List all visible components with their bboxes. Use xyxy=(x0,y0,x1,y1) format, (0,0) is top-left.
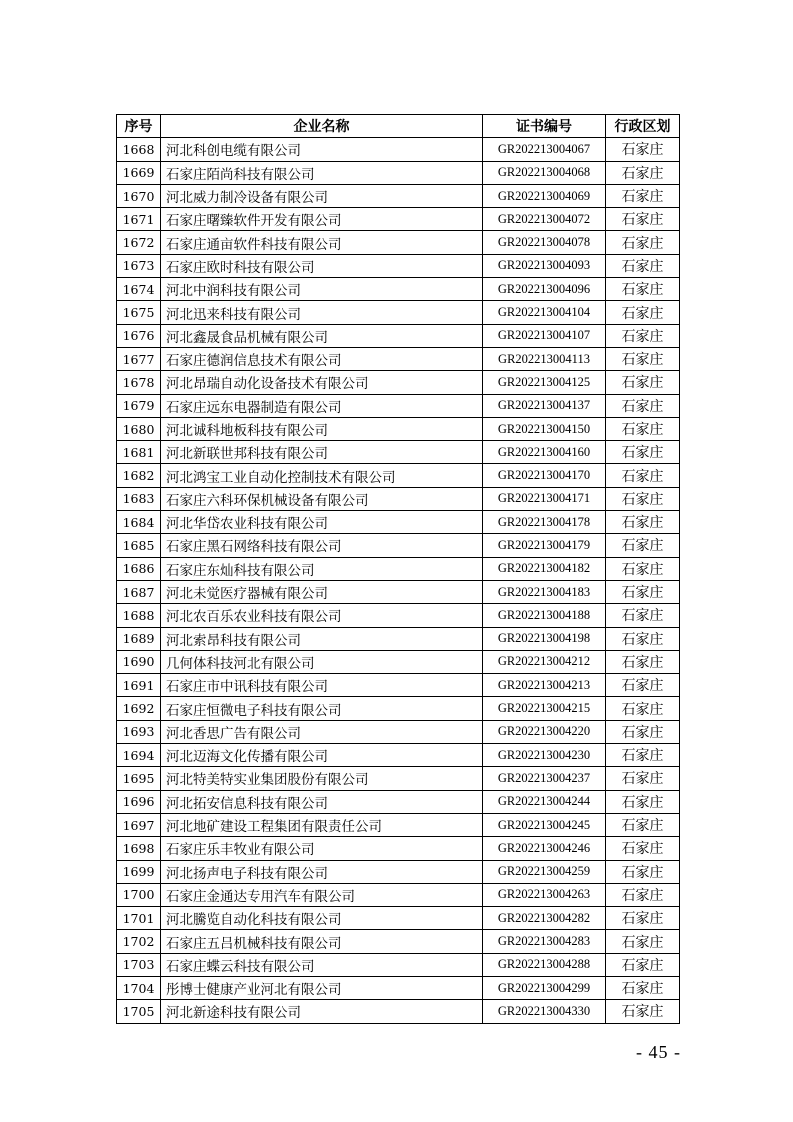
certificate-number-cell: GR202213004244 xyxy=(483,790,606,813)
table-row xyxy=(117,138,680,161)
serial-number-cell: 1695 xyxy=(117,767,161,790)
serial-number-cell: 1693 xyxy=(117,720,161,743)
administrative-region-cell: 石家庄 xyxy=(606,907,680,930)
table-row xyxy=(117,441,680,464)
administrative-region-cell: 石家庄 xyxy=(606,208,680,231)
administrative-region-cell: 石家庄 xyxy=(606,347,680,370)
table-row xyxy=(117,860,680,883)
serial-number-cell: 1678 xyxy=(117,371,161,394)
certificate-number-cell: GR202213004125 xyxy=(483,371,606,394)
administrative-region-cell: 石家庄 xyxy=(606,1000,680,1023)
table-row xyxy=(117,650,680,673)
certificate-number-cell: GR202213004259 xyxy=(483,860,606,883)
serial-number-cell: 1697 xyxy=(117,813,161,836)
table-row xyxy=(117,371,680,394)
enterprise-name-cell: 河北中润科技有限公司 xyxy=(161,278,483,301)
administrative-region-cell: 石家庄 xyxy=(606,604,680,627)
serial-number-cell: 1699 xyxy=(117,860,161,883)
header-enterprise-name: 企业名称 xyxy=(161,115,483,138)
certificate-number-cell: GR202213004212 xyxy=(483,650,606,673)
serial-number-cell: 1685 xyxy=(117,534,161,557)
header-administrative-region: 行政区划 xyxy=(606,115,680,138)
administrative-region-cell: 石家庄 xyxy=(606,184,680,207)
certificate-number-cell: GR202213004068 xyxy=(483,161,606,184)
administrative-region-cell: 石家庄 xyxy=(606,953,680,976)
enterprise-name-cell: 石家庄曙臻软件开发有限公司 xyxy=(161,208,483,231)
serial-number-cell: 1705 xyxy=(117,1000,161,1023)
administrative-region-cell: 石家庄 xyxy=(606,301,680,324)
certificate-number-cell: GR202213004263 xyxy=(483,883,606,906)
certificate-number-cell: GR202213004104 xyxy=(483,301,606,324)
serial-number-cell: 1673 xyxy=(117,254,161,277)
enterprise-name-cell: 河北新途科技有限公司 xyxy=(161,1000,483,1023)
table-body xyxy=(117,138,680,1023)
table-row xyxy=(117,930,680,953)
table-row xyxy=(117,674,680,697)
enterprise-name-cell: 河北新联世邦科技有限公司 xyxy=(161,441,483,464)
enterprise-name-cell: 石家庄欧时科技有限公司 xyxy=(161,254,483,277)
administrative-region-cell: 石家庄 xyxy=(606,441,680,464)
administrative-region-cell: 石家庄 xyxy=(606,813,680,836)
certificate-number-cell: GR202213004246 xyxy=(483,837,606,860)
enterprise-name-cell: 河北騰览自动化科技有限公司 xyxy=(161,907,483,930)
administrative-region-cell: 石家庄 xyxy=(606,371,680,394)
table-row xyxy=(117,511,680,534)
serial-number-cell: 1691 xyxy=(117,674,161,697)
enterprise-name-cell: 河北拓安信息科技有限公司 xyxy=(161,790,483,813)
serial-number-cell: 1701 xyxy=(117,907,161,930)
table-row xyxy=(117,883,680,906)
serial-number-cell: 1676 xyxy=(117,324,161,347)
certificate-number-cell: GR202213004299 xyxy=(483,976,606,999)
certificate-number-cell: GR202213004178 xyxy=(483,511,606,534)
administrative-region-cell: 石家庄 xyxy=(606,976,680,999)
table-row xyxy=(117,161,680,184)
enterprise-name-cell: 石家庄蝶云科技有限公司 xyxy=(161,953,483,976)
administrative-region-cell: 石家庄 xyxy=(606,278,680,301)
table-row xyxy=(117,907,680,930)
administrative-region-cell: 石家庄 xyxy=(606,394,680,417)
certificate-number-cell: GR202213004137 xyxy=(483,394,606,417)
enterprise-name-cell: 彤博士健康产业河北有限公司 xyxy=(161,976,483,999)
enterprise-name-cell: 河北农百乐农业科技有限公司 xyxy=(161,604,483,627)
administrative-region-cell: 石家庄 xyxy=(606,650,680,673)
table-row xyxy=(117,301,680,324)
serial-number-cell: 1681 xyxy=(117,441,161,464)
enterprise-name-cell: 石家庄恒微电子科技有限公司 xyxy=(161,697,483,720)
serial-number-cell: 1702 xyxy=(117,930,161,953)
enterprise-name-cell: 河北迈海文化传播有限公司 xyxy=(161,744,483,767)
table-row xyxy=(117,417,680,440)
enterprise-name-cell: 河北扬声电子科技有限公司 xyxy=(161,860,483,883)
administrative-region-cell: 石家庄 xyxy=(606,138,680,161)
administrative-region-cell: 石家庄 xyxy=(606,697,680,720)
table-row xyxy=(117,627,680,650)
table-row xyxy=(117,231,680,254)
table-row xyxy=(117,1000,680,1023)
serial-number-cell: 1679 xyxy=(117,394,161,417)
enterprise-name-cell: 河北地矿建设工程集团有限责任公司 xyxy=(161,813,483,836)
table-header-row xyxy=(117,115,680,138)
certificate-number-cell: GR202213004237 xyxy=(483,767,606,790)
administrative-region-cell: 石家庄 xyxy=(606,767,680,790)
administrative-region-cell: 石家庄 xyxy=(606,744,680,767)
serial-number-cell: 1690 xyxy=(117,650,161,673)
certificate-number-cell: GR202213004198 xyxy=(483,627,606,650)
administrative-region-cell: 石家庄 xyxy=(606,161,680,184)
table-row xyxy=(117,976,680,999)
table-row xyxy=(117,324,680,347)
serial-number-cell: 1683 xyxy=(117,487,161,510)
serial-number-cell: 1704 xyxy=(117,976,161,999)
table-row xyxy=(117,464,680,487)
certificate-number-cell: GR202213004188 xyxy=(483,604,606,627)
certificate-number-cell: GR202213004330 xyxy=(483,1000,606,1023)
serial-number-cell: 1669 xyxy=(117,161,161,184)
serial-number-cell: 1684 xyxy=(117,511,161,534)
table-row xyxy=(117,697,680,720)
table-row xyxy=(117,184,680,207)
administrative-region-cell: 石家庄 xyxy=(606,627,680,650)
table-row xyxy=(117,394,680,417)
enterprise-name-cell: 河北诚科地板科技有限公司 xyxy=(161,417,483,440)
serial-number-cell: 1670 xyxy=(117,184,161,207)
table-row xyxy=(117,278,680,301)
administrative-region-cell: 石家庄 xyxy=(606,557,680,580)
administrative-region-cell: 石家庄 xyxy=(606,883,680,906)
certificate-number-cell: GR202213004215 xyxy=(483,697,606,720)
enterprise-name-cell: 河北华岱农业科技有限公司 xyxy=(161,511,483,534)
table-row xyxy=(117,254,680,277)
enterprise-name-cell: 石家庄五吕机械科技有限公司 xyxy=(161,930,483,953)
serial-number-cell: 1688 xyxy=(117,604,161,627)
administrative-region-cell: 石家庄 xyxy=(606,580,680,603)
certificate-number-cell: GR202213004230 xyxy=(483,744,606,767)
serial-number-cell: 1672 xyxy=(117,231,161,254)
serial-number-cell: 1698 xyxy=(117,837,161,860)
serial-number-cell: 1689 xyxy=(117,627,161,650)
serial-number-cell: 1668 xyxy=(117,138,161,161)
table-row xyxy=(117,953,680,976)
certificate-number-cell: GR202213004096 xyxy=(483,278,606,301)
certificate-number-cell: GR202213004182 xyxy=(483,557,606,580)
certificate-number-cell: GR202213004078 xyxy=(483,231,606,254)
serial-number-cell: 1696 xyxy=(117,790,161,813)
table-row xyxy=(117,580,680,603)
certificate-number-cell: GR202213004283 xyxy=(483,930,606,953)
enterprise-table xyxy=(116,114,680,1024)
serial-number-cell: 1703 xyxy=(117,953,161,976)
enterprise-name-cell: 石家庄通亩软件科技有限公司 xyxy=(161,231,483,254)
administrative-region-cell: 石家庄 xyxy=(606,674,680,697)
certificate-number-cell: GR202213004150 xyxy=(483,417,606,440)
serial-number-cell: 1686 xyxy=(117,557,161,580)
administrative-region-cell: 石家庄 xyxy=(606,231,680,254)
enterprise-name-cell: 河北香思广告有限公司 xyxy=(161,720,483,743)
serial-number-cell: 1692 xyxy=(117,697,161,720)
enterprise-name-cell: 石家庄乐丰牧业有限公司 xyxy=(161,837,483,860)
enterprise-name-cell: 石家庄东灿科技有限公司 xyxy=(161,557,483,580)
enterprise-name-cell: 河北鸿宝工业自动化控制技术有限公司 xyxy=(161,464,483,487)
certificate-number-cell: GR202213004179 xyxy=(483,534,606,557)
administrative-region-cell: 石家庄 xyxy=(606,464,680,487)
enterprise-name-cell: 河北特美特实业集团股份有限公司 xyxy=(161,767,483,790)
enterprise-name-cell: 石家庄市中讯科技有限公司 xyxy=(161,674,483,697)
serial-number-cell: 1674 xyxy=(117,278,161,301)
administrative-region-cell: 石家庄 xyxy=(606,254,680,277)
enterprise-name-cell: 河北威力制冷设备有限公司 xyxy=(161,184,483,207)
table-row xyxy=(117,487,680,510)
serial-number-cell: 1694 xyxy=(117,744,161,767)
administrative-region-cell: 石家庄 xyxy=(606,720,680,743)
certificate-number-cell: GR202213004072 xyxy=(483,208,606,231)
enterprise-name-cell: 河北索昂科技有限公司 xyxy=(161,627,483,650)
administrative-region-cell: 石家庄 xyxy=(606,534,680,557)
enterprise-name-cell: 几何体科技河北有限公司 xyxy=(161,650,483,673)
enterprise-name-cell: 河北未觉医疗器械有限公司 xyxy=(161,580,483,603)
header-certificate-number: 证书编号 xyxy=(483,115,606,138)
table-row xyxy=(117,557,680,580)
serial-number-cell: 1680 xyxy=(117,417,161,440)
administrative-region-cell: 石家庄 xyxy=(606,511,680,534)
certificate-number-cell: GR202213004069 xyxy=(483,184,606,207)
certificate-number-cell: GR202213004113 xyxy=(483,347,606,370)
table-row xyxy=(117,767,680,790)
certificate-number-cell: GR202213004171 xyxy=(483,487,606,510)
administrative-region-cell: 石家庄 xyxy=(606,860,680,883)
enterprise-name-cell: 河北鑫晟食品机械有限公司 xyxy=(161,324,483,347)
enterprise-name-cell: 河北科创电缆有限公司 xyxy=(161,138,483,161)
certificate-number-cell: GR202213004288 xyxy=(483,953,606,976)
table-row xyxy=(117,534,680,557)
administrative-region-cell: 石家庄 xyxy=(606,930,680,953)
page-number: - 45 - xyxy=(636,1042,681,1062)
certificate-number-cell: GR202213004213 xyxy=(483,674,606,697)
table-row xyxy=(117,744,680,767)
administrative-region-cell: 石家庄 xyxy=(606,324,680,347)
table-row xyxy=(117,790,680,813)
certificate-number-cell: GR202213004220 xyxy=(483,720,606,743)
table-row xyxy=(117,720,680,743)
certificate-number-cell: GR202213004160 xyxy=(483,441,606,464)
certificate-number-cell: GR202213004170 xyxy=(483,464,606,487)
enterprise-name-cell: 河北迅来科技有限公司 xyxy=(161,301,483,324)
serial-number-cell: 1682 xyxy=(117,464,161,487)
table-row xyxy=(117,347,680,370)
certificate-number-cell: GR202213004282 xyxy=(483,907,606,930)
certificate-number-cell: GR202213004093 xyxy=(483,254,606,277)
serial-number-cell: 1671 xyxy=(117,208,161,231)
administrative-region-cell: 石家庄 xyxy=(606,790,680,813)
table-row xyxy=(117,604,680,627)
administrative-region-cell: 石家庄 xyxy=(606,417,680,440)
table-row xyxy=(117,813,680,836)
serial-number-cell: 1675 xyxy=(117,301,161,324)
administrative-region-cell: 石家庄 xyxy=(606,837,680,860)
certificate-number-cell: GR202213004067 xyxy=(483,138,606,161)
enterprise-name-cell: 河北昂瑞自动化设备技术有限公司 xyxy=(161,371,483,394)
enterprise-name-cell: 石家庄远东电器制造有限公司 xyxy=(161,394,483,417)
table-row xyxy=(117,208,680,231)
certificate-number-cell: GR202213004107 xyxy=(483,324,606,347)
enterprise-name-cell: 石家庄六科环保机械设备有限公司 xyxy=(161,487,483,510)
certificate-number-cell: GR202213004183 xyxy=(483,580,606,603)
enterprise-name-cell: 石家庄黑石网络科技有限公司 xyxy=(161,534,483,557)
serial-number-cell: 1700 xyxy=(117,883,161,906)
administrative-region-cell: 石家庄 xyxy=(606,487,680,510)
serial-number-cell: 1677 xyxy=(117,347,161,370)
enterprise-name-cell: 石家庄陌尚科技有限公司 xyxy=(161,161,483,184)
serial-number-cell: 1687 xyxy=(117,580,161,603)
enterprise-name-cell: 石家庄德润信息技术有限公司 xyxy=(161,347,483,370)
enterprise-name-cell: 石家庄金通达专用汽车有限公司 xyxy=(161,883,483,906)
header-serial-number: 序号 xyxy=(117,115,161,138)
table-row xyxy=(117,837,680,860)
certificate-number-cell: GR202213004245 xyxy=(483,813,606,836)
